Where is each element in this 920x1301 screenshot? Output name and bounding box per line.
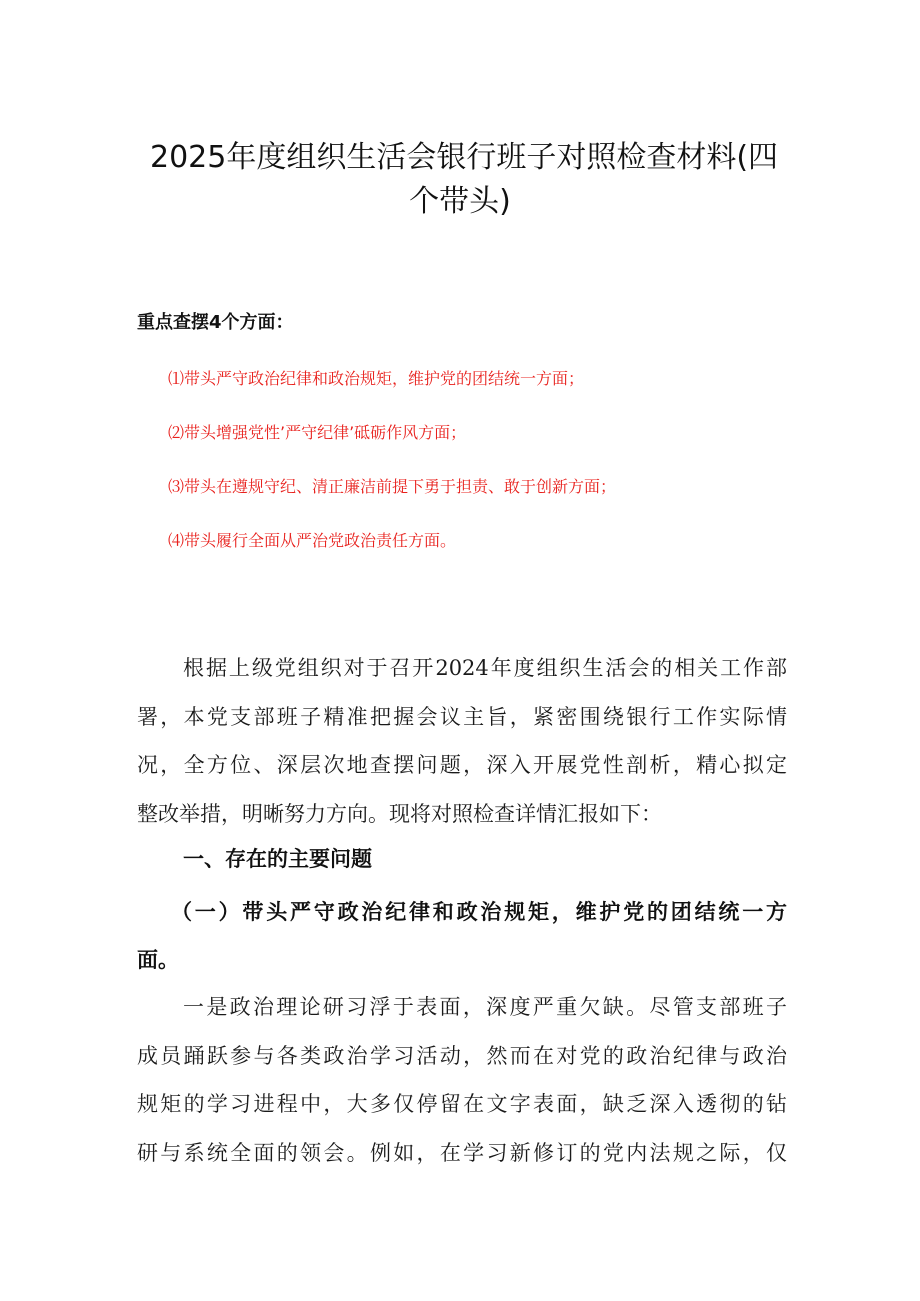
document-title [150, 136, 779, 224]
subsection-heading [137, 888, 787, 984]
title-line: 2025年度组织生活会银行班子对照检查材料(四 [150, 140, 779, 175]
focus-item: ⑶带头在遵规守纪、清正廉洁前提下勇于担责、敢于创新方面； [168, 477, 617, 496]
paragraph-line: 研与系统全面的领会。例如，在学习新修订的党内法规之际，仅 [137, 1140, 787, 1165]
paragraph-line: 况，全方位、深层次地查摆问题，深入开展党性剖析，精心拟定 [137, 753, 787, 777]
section-heading: 一、存在的主要问题 [183, 846, 372, 871]
focus-heading: 重点查摆4个方面： [137, 312, 294, 333]
paragraph-line: 规矩的学习进程中，大多仅停留在文字表面，缺乏深入透彻的钻 [137, 1092, 787, 1116]
focus-item: ⑴带头严守政治纪律和政治规矩，维护党的团结统一方面； [168, 369, 585, 388]
paragraph-line: 整改举措，明晰努力方向。现将对照检查详情汇报如下： [137, 801, 662, 826]
focus-item: ⑵带头增强党性’严守纪律’砥砺作风方面； [168, 423, 467, 442]
paragraph-line: 成员踊跃参与各类政治学习活动，然而在对党的政治纪律与政治 [137, 1043, 787, 1068]
body-paragraph [137, 983, 787, 1177]
heading-line: 面。 [137, 947, 179, 972]
focus-list [168, 366, 616, 582]
title-line: 个带头) [409, 184, 511, 219]
focus-item: ⑷带头履行全面从严治党政治责任方面。 [168, 531, 457, 550]
intro-paragraph [137, 644, 787, 838]
heading-line: （一）带头严守政治纪律和政治规矩，维护党的团结统一方 [171, 899, 787, 924]
paragraph-line: 根据上级党组织对于召开2024年度组织生活会的相关工作部 [183, 656, 787, 680]
paragraph-line: 一是政治理论研习浮于表面，深度严重欠缺。尽管支部班子 [183, 995, 787, 1019]
paragraph-line: 署，本党支部班子精准把握会议主旨，紧密围绕银行工作实际情 [137, 704, 787, 729]
